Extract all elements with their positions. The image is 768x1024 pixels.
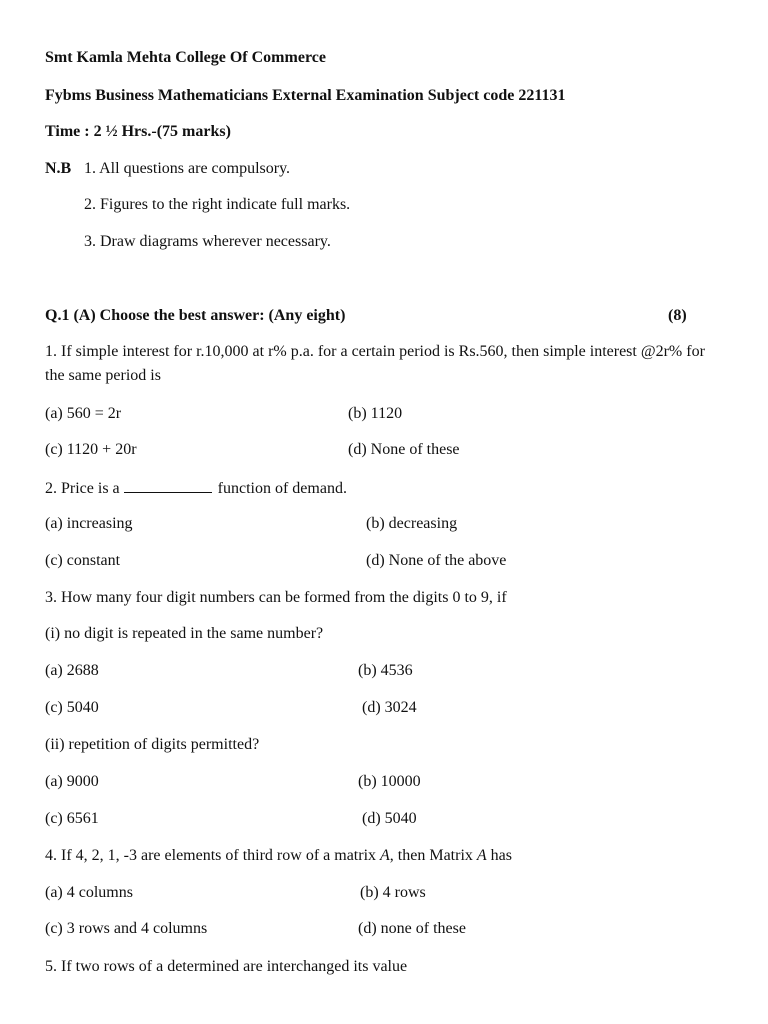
q1-marks: (8) xyxy=(668,307,687,324)
college-name: Smt Kamla Mehta College Of Commerce xyxy=(45,49,326,66)
q1-option-c: (c) 1120 + 20r xyxy=(45,441,137,458)
question-4-text-mid: , then Matrix xyxy=(389,847,473,864)
matrix-variable: A xyxy=(380,847,390,864)
q3ii-option-c: (c) 6561 xyxy=(45,810,99,827)
q4-option-c: (c) 3 rows and 4 columns xyxy=(45,920,208,937)
nb-label: N.B xyxy=(45,160,72,177)
q2-option-a: (a) increasing xyxy=(45,515,133,532)
question-4 xyxy=(45,846,512,866)
note-1: 1. All questions are compulsory. xyxy=(84,160,291,177)
question-4-text-end: has xyxy=(490,847,512,864)
question-2-text-end: function of demand. xyxy=(217,480,347,497)
matrix-variable: A xyxy=(476,847,487,864)
q3i-option-b: (b) 4536 xyxy=(358,662,413,679)
q3i-option-a: (a) 2688 xyxy=(45,662,99,679)
question-2 xyxy=(45,478,347,499)
question-4-text-start: 4. If 4, 2, 1, -3 are elements of third row of a matrix xyxy=(45,847,377,864)
q2-option-d: (d) None of the above xyxy=(366,552,507,569)
q1-option-d: (d) None of these xyxy=(348,441,460,458)
question-3-part-1: (i) no digit is repeated in the same number? xyxy=(45,625,324,642)
q3ii-option-a: (a) 9000 xyxy=(45,773,99,790)
q2-option-c: (c) constant xyxy=(45,552,121,569)
q1-option-a: (a) 560 = 2r xyxy=(45,405,122,422)
question-3-part-2: (ii) repetition of digits permitted? xyxy=(45,736,260,753)
q4-option-d: (d) none of these xyxy=(358,920,466,937)
exam-time: Time : 2 ½ Hrs.-(75 marks) xyxy=(45,123,231,140)
note-3: 3. Draw diagrams wherever necessary. xyxy=(84,233,331,250)
q1-heading: Q.1 (A) Choose the best answer: (Any eight) xyxy=(45,307,346,324)
q4-option-b: (b) 4 rows xyxy=(360,884,426,901)
question-3: 3. How many four digit numbers can be formed from the digits 0 to 9, if xyxy=(45,589,507,606)
q1-option-b: (b) 1120 xyxy=(348,405,403,422)
exam-title: Fybms Business Mathematicians External Examination Subject code 221131 xyxy=(45,87,566,104)
question-1: 1. If simple interest for r.10,000 at r% p.a. for a certain period is Rs.560, then simple interest @2r% for the same period is xyxy=(45,343,705,384)
q3ii-option-d: (d) 5040 xyxy=(362,810,417,827)
question-5: 5. If two rows of a determined are interchanged its value xyxy=(45,958,408,975)
note-2: 2. Figures to the right indicate full marks. xyxy=(84,196,351,213)
q3ii-option-b: (b) 10000 xyxy=(358,773,421,790)
fill-in-blank xyxy=(124,478,212,493)
q4-option-a: (a) 4 columns xyxy=(45,884,133,901)
question-2-text-start: 2. Price is a xyxy=(45,480,120,497)
q3i-option-d: (d) 3024 xyxy=(362,699,417,716)
q2-option-b: (b) decreasing xyxy=(366,515,458,532)
q3i-option-c: (c) 5040 xyxy=(45,699,99,716)
